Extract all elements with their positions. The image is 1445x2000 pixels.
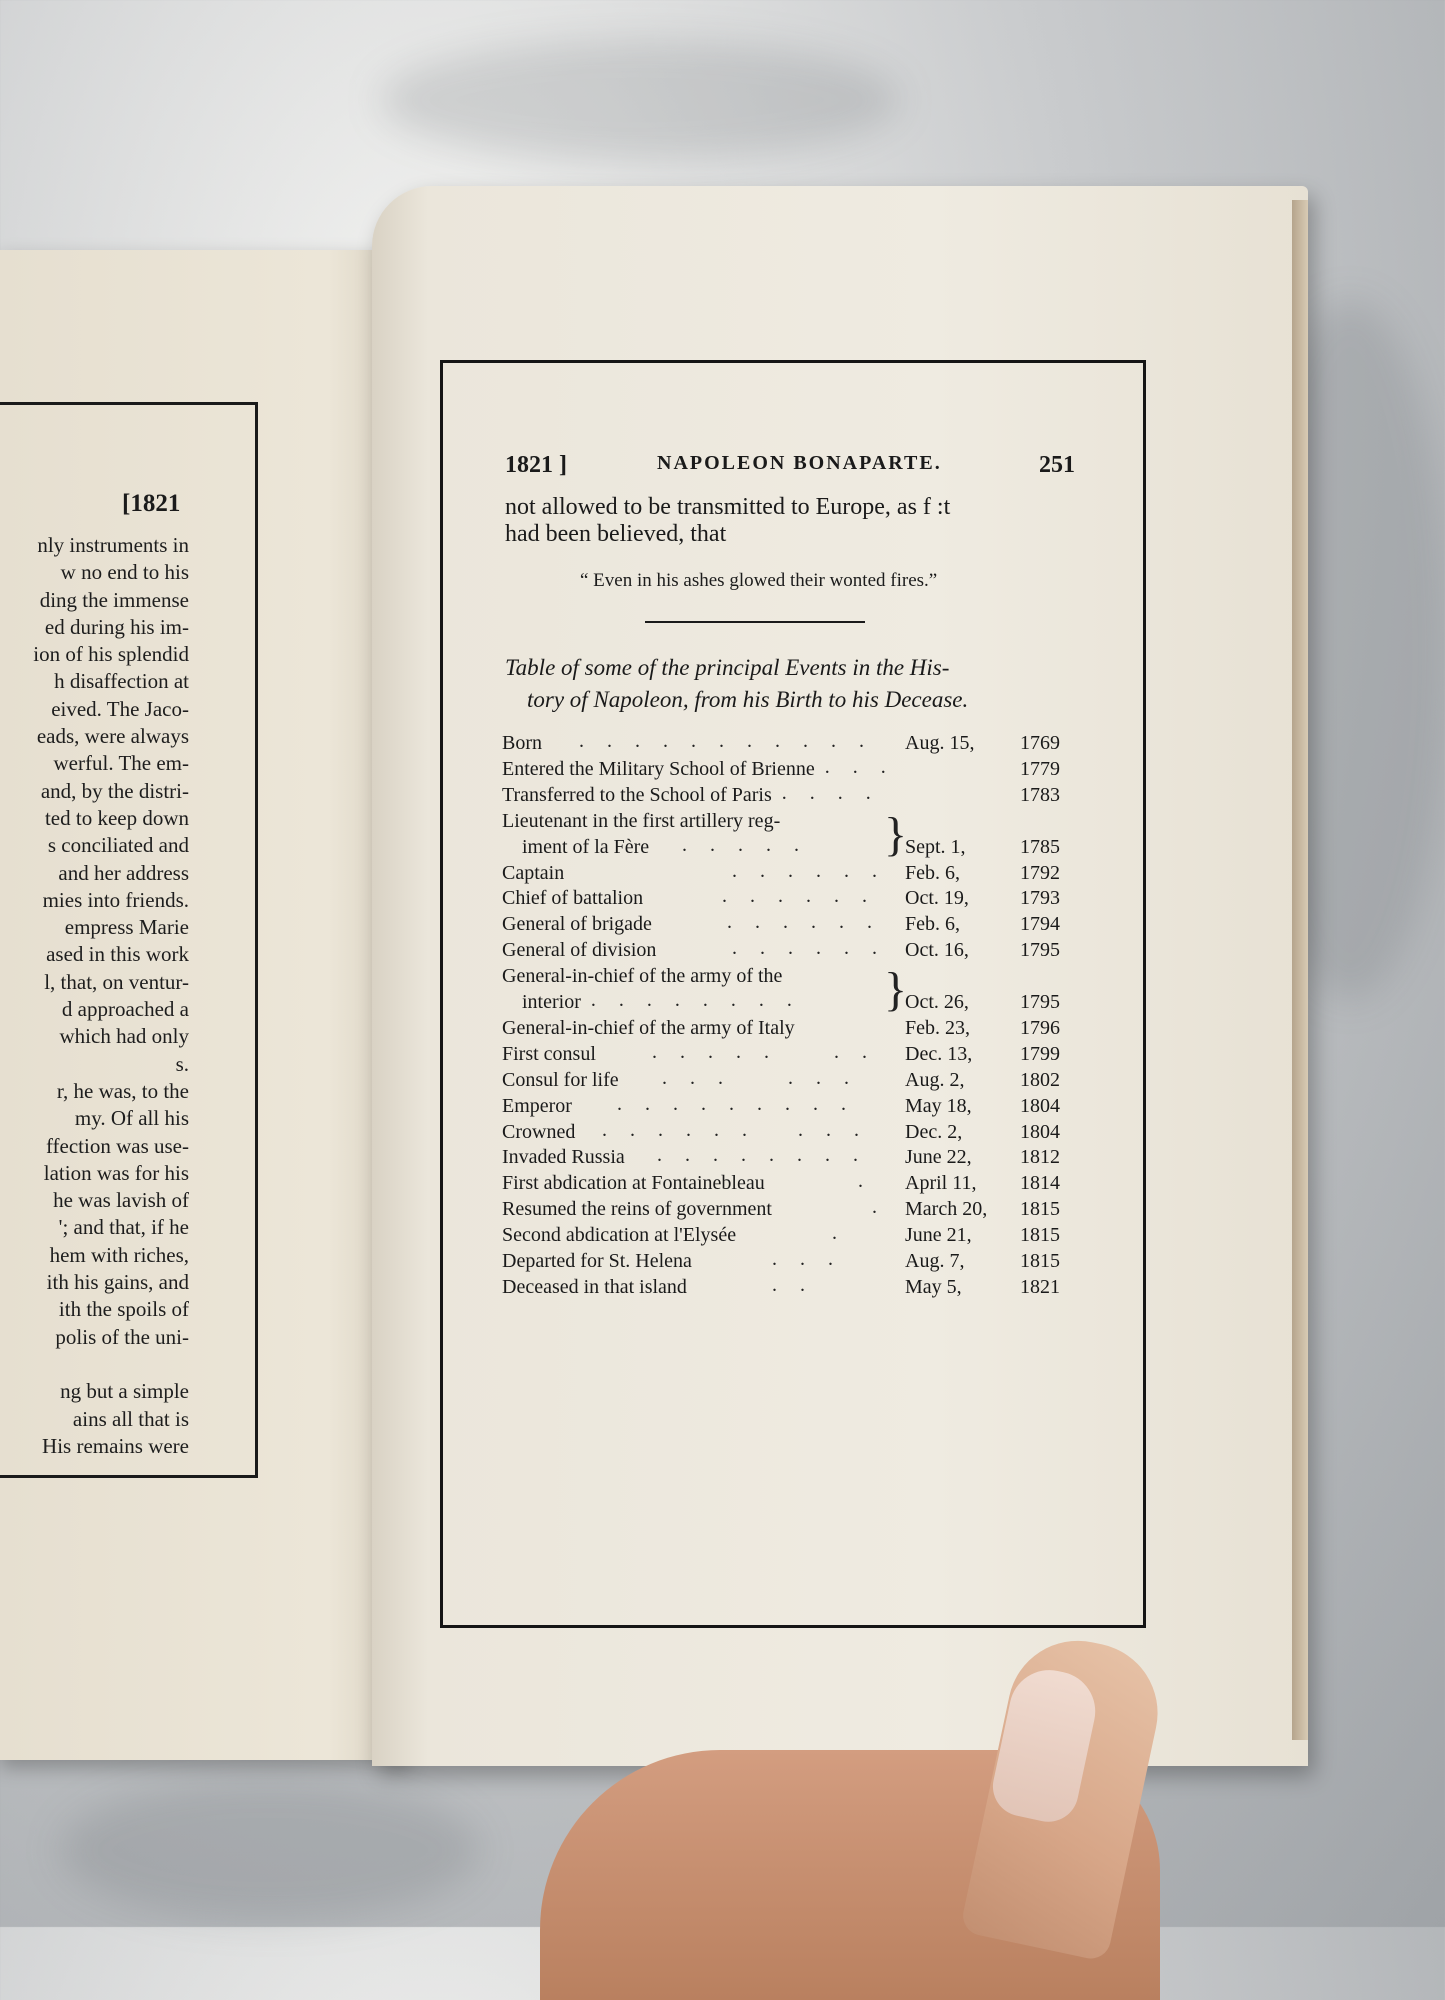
body-line: had been believed, that <box>505 521 727 547</box>
event-date: Aug. 2, <box>905 1068 965 1091</box>
event-year: 1812 <box>1020 1146 1060 1169</box>
event-name: interior <box>502 991 581 1013</box>
leader-dots: . . . <box>824 755 895 778</box>
left-page-line: he was lavish of <box>53 1188 189 1213</box>
marble-vein <box>380 40 900 160</box>
event-date: Aug. 7, <box>905 1250 965 1272</box>
event-date: April 11, <box>905 1172 977 1195</box>
left-page-line: r, he was, to the <box>56 1078 189 1103</box>
left-page-line: ains all that is <box>72 1406 189 1431</box>
page-edge <box>1292 200 1308 1740</box>
event-year: 1815 <box>1020 1224 1060 1247</box>
running-head-title: NAPOLEON BONAPARTE. <box>657 452 942 474</box>
event-date: Oct. 16, <box>905 939 969 962</box>
event-name: Consul for life <box>502 1068 619 1091</box>
event-name: General-in-chief of the army of Italy <box>502 1016 795 1039</box>
event-row <box>502 859 1072 887</box>
event-row <box>502 1172 1072 1197</box>
event-date: May 5, <box>905 1275 962 1298</box>
quotation: “ Even in his ashes glowed their wonted fires.” <box>580 570 938 591</box>
event-date: Oct. 26, <box>905 991 969 1013</box>
leader-dots: . . . . . . . . <box>657 1144 867 1167</box>
event-row <box>502 1092 1072 1120</box>
left-page-line: ffection was use- <box>45 1133 189 1158</box>
running-head-year: 1821 ] <box>505 452 567 478</box>
event-row <box>502 1146 1072 1171</box>
event-name: Emperor <box>502 1094 572 1117</box>
event-name: Deceased in that island <box>502 1275 687 1298</box>
event-row <box>502 1198 1072 1223</box>
event-name: General-in-chief of the army of the <box>502 965 783 988</box>
left-page-line: ding the immense <box>39 587 189 612</box>
event-date: Feb. 6, <box>905 913 960 936</box>
event-year: 1815 <box>1020 1198 1060 1221</box>
left-page-line: polis of the uni- <box>55 1324 189 1349</box>
event-date: March 20, <box>905 1198 988 1221</box>
left-page-line: nly instruments in <box>37 533 189 557</box>
event-year: 1815 <box>1020 1250 1060 1272</box>
leader-dots: . . . . . <box>682 833 808 856</box>
leader-dots: . <box>872 1196 886 1219</box>
left-page-line: ith the spoils of <box>58 1297 189 1322</box>
leader-dots: . <box>832 1222 846 1245</box>
event-name: First consul <box>502 1042 596 1065</box>
event-row <box>502 810 1072 835</box>
left-page-line: lation was for his <box>43 1160 189 1185</box>
page-number: 251 <box>1039 452 1075 478</box>
left-page-line: His remains were <box>42 1433 189 1458</box>
left-page-line: mies into friends. <box>42 887 189 912</box>
left-page-line: d approached a <box>61 997 189 1022</box>
event-date: Feb. 23, <box>905 1016 970 1039</box>
leader-dots: . . . . . . . . . <box>617 1092 855 1115</box>
brace-mark: } <box>884 963 908 1017</box>
event-name: Lieutenant in the first artillery reg- <box>502 809 781 832</box>
event-name: Chief of battalion <box>502 887 644 910</box>
divider-rule <box>645 621 865 623</box>
body-text <box>505 494 1085 548</box>
event-name: General of brigade <box>502 913 652 936</box>
left-page-line <box>0 1351 189 1378</box>
event-date: Oct. 19, <box>905 887 969 910</box>
left-page-line: ng but a simple <box>60 1379 189 1404</box>
leader-dots: . . . . . . . . <box>590 989 801 1011</box>
event-year: 1795 <box>1020 939 1060 962</box>
left-page-line: eads, were always <box>36 724 189 749</box>
event-year: 1804 <box>1020 1094 1060 1117</box>
event-year: 1804 <box>1020 1120 1060 1143</box>
event-row <box>502 1224 1072 1249</box>
left-page-line: hem with riches, <box>49 1242 189 1267</box>
event-row <box>502 833 1072 861</box>
event-row <box>502 991 1072 1016</box>
event-year: 1793 <box>1020 887 1060 910</box>
leader-dots: . . . . . . <box>732 937 886 960</box>
event-year: 1779 <box>1020 757 1060 780</box>
left-page-line: '; and that, if he <box>58 1215 189 1240</box>
event-name: Transferred to the School of Paris <box>502 783 772 806</box>
running-head <box>505 452 1075 486</box>
left-page-line: eived. The Jaco- <box>51 696 189 721</box>
event-name: Born <box>502 732 542 754</box>
event-year: 1814 <box>1020 1172 1060 1195</box>
event-row <box>502 1273 1072 1301</box>
event-name: Entered the Military School of Brienne <box>502 757 815 780</box>
left-page-line: s. <box>175 1051 189 1076</box>
left-page-line: ased in this work <box>46 942 189 967</box>
left-page-line: ted to keep down <box>44 805 189 830</box>
event-row <box>502 781 1072 809</box>
event-year: 1796 <box>1020 1016 1060 1039</box>
event-year: 1821 <box>1020 1275 1060 1298</box>
event-row <box>502 1066 1072 1094</box>
leader-dots: . . . <box>772 1248 842 1270</box>
leader-dots: . . . . . . . . . . . <box>579 730 873 752</box>
left-page-line: ed during his im- <box>44 614 189 639</box>
left-page-line: w no end to his <box>60 560 189 585</box>
event-year: 1769 <box>1020 732 1060 754</box>
leader-dots: . <box>858 1170 872 1193</box>
event-row <box>502 1250 1072 1275</box>
leader-dots: . . . . . . <box>662 1066 858 1089</box>
event-name: iment of la Fère <box>502 835 650 858</box>
event-name: General of division <box>502 939 657 962</box>
event-date: June 21, <box>905 1224 972 1247</box>
left-page-line: ion of his splendid <box>33 642 189 667</box>
left-page-text <box>0 532 189 1460</box>
event-name: Invaded Russia <box>502 1146 625 1169</box>
event-name: Departed for St. Helena <box>502 1250 692 1272</box>
event-date: Sept. 1, <box>905 835 966 858</box>
event-date: Dec. 2, <box>905 1120 963 1143</box>
event-date: Aug. 15, <box>905 732 975 754</box>
event-date: June 22, <box>905 1146 972 1169</box>
event-year: 1799 <box>1020 1042 1060 1065</box>
leader-dots: . . <box>772 1273 814 1296</box>
event-year: 1794 <box>1020 913 1060 936</box>
event-row <box>502 755 1072 783</box>
event-year: 1792 <box>1020 861 1060 884</box>
left-page-line: which had only <box>59 1024 189 1049</box>
left-page-line: and, by the distri- <box>40 778 189 803</box>
event-row <box>502 965 1072 990</box>
marble-vein <box>60 1780 480 1920</box>
event-name: Crowned <box>502 1120 576 1143</box>
event-date: Feb. 6, <box>905 861 960 884</box>
event-row <box>502 1040 1072 1068</box>
event-date: May 18, <box>905 1094 972 1117</box>
left-page-line: and her address <box>58 860 189 885</box>
event-row <box>502 887 1072 912</box>
event-year: 1783 <box>1020 783 1060 806</box>
event-name: First abdication at Fontainebleau <box>502 1172 765 1195</box>
left-page-line: werful. The em- <box>53 751 189 776</box>
event-row <box>502 732 1072 757</box>
leader-dots: . . . . . . . . . <box>602 1118 868 1141</box>
event-row <box>502 1118 1072 1146</box>
event-row <box>502 1017 1072 1042</box>
event-year: 1795 <box>1020 991 1060 1013</box>
event-row <box>502 913 1072 938</box>
body-line: not allowed to be transmitted to Europe, as f :t <box>505 494 951 520</box>
left-page-line: my. Of all his <box>74 1106 189 1131</box>
event-row <box>502 939 1072 964</box>
event-year: 1785 <box>1020 835 1060 858</box>
left-page-line: ith his gains, and <box>46 1270 189 1295</box>
leader-dots: . . . . <box>781 781 880 804</box>
event-name: Resumed the reins of government <box>502 1198 772 1221</box>
leader-dots: . . . . . . <box>727 911 881 934</box>
left-page-line: l, that, on ventur- <box>44 969 189 994</box>
table-title-line: tory of Napoleon, from his Birth to his Decease. <box>527 687 969 712</box>
table-title-line: Table of some of the principal Events in the His- <box>505 655 950 680</box>
event-name: Second abdication at l'Elysée <box>502 1224 737 1247</box>
event-date: Dec. 13, <box>905 1042 973 1065</box>
leader-dots: . . . . . . <box>722 885 876 908</box>
left-page-running-head: [1821 <box>122 490 181 517</box>
event-year: 1802 <box>1020 1068 1060 1091</box>
leader-dots: . . . . . . <box>732 859 886 882</box>
brace-mark: } <box>884 807 908 861</box>
left-page-line: s conciliated and <box>47 833 189 858</box>
event-name: Captain <box>502 861 565 884</box>
leader-dots: . . . . . . . <box>652 1040 876 1063</box>
table-title <box>505 652 1065 716</box>
left-page-line: empress Marie <box>64 915 189 940</box>
left-page-line: h disaffection at <box>54 669 189 694</box>
